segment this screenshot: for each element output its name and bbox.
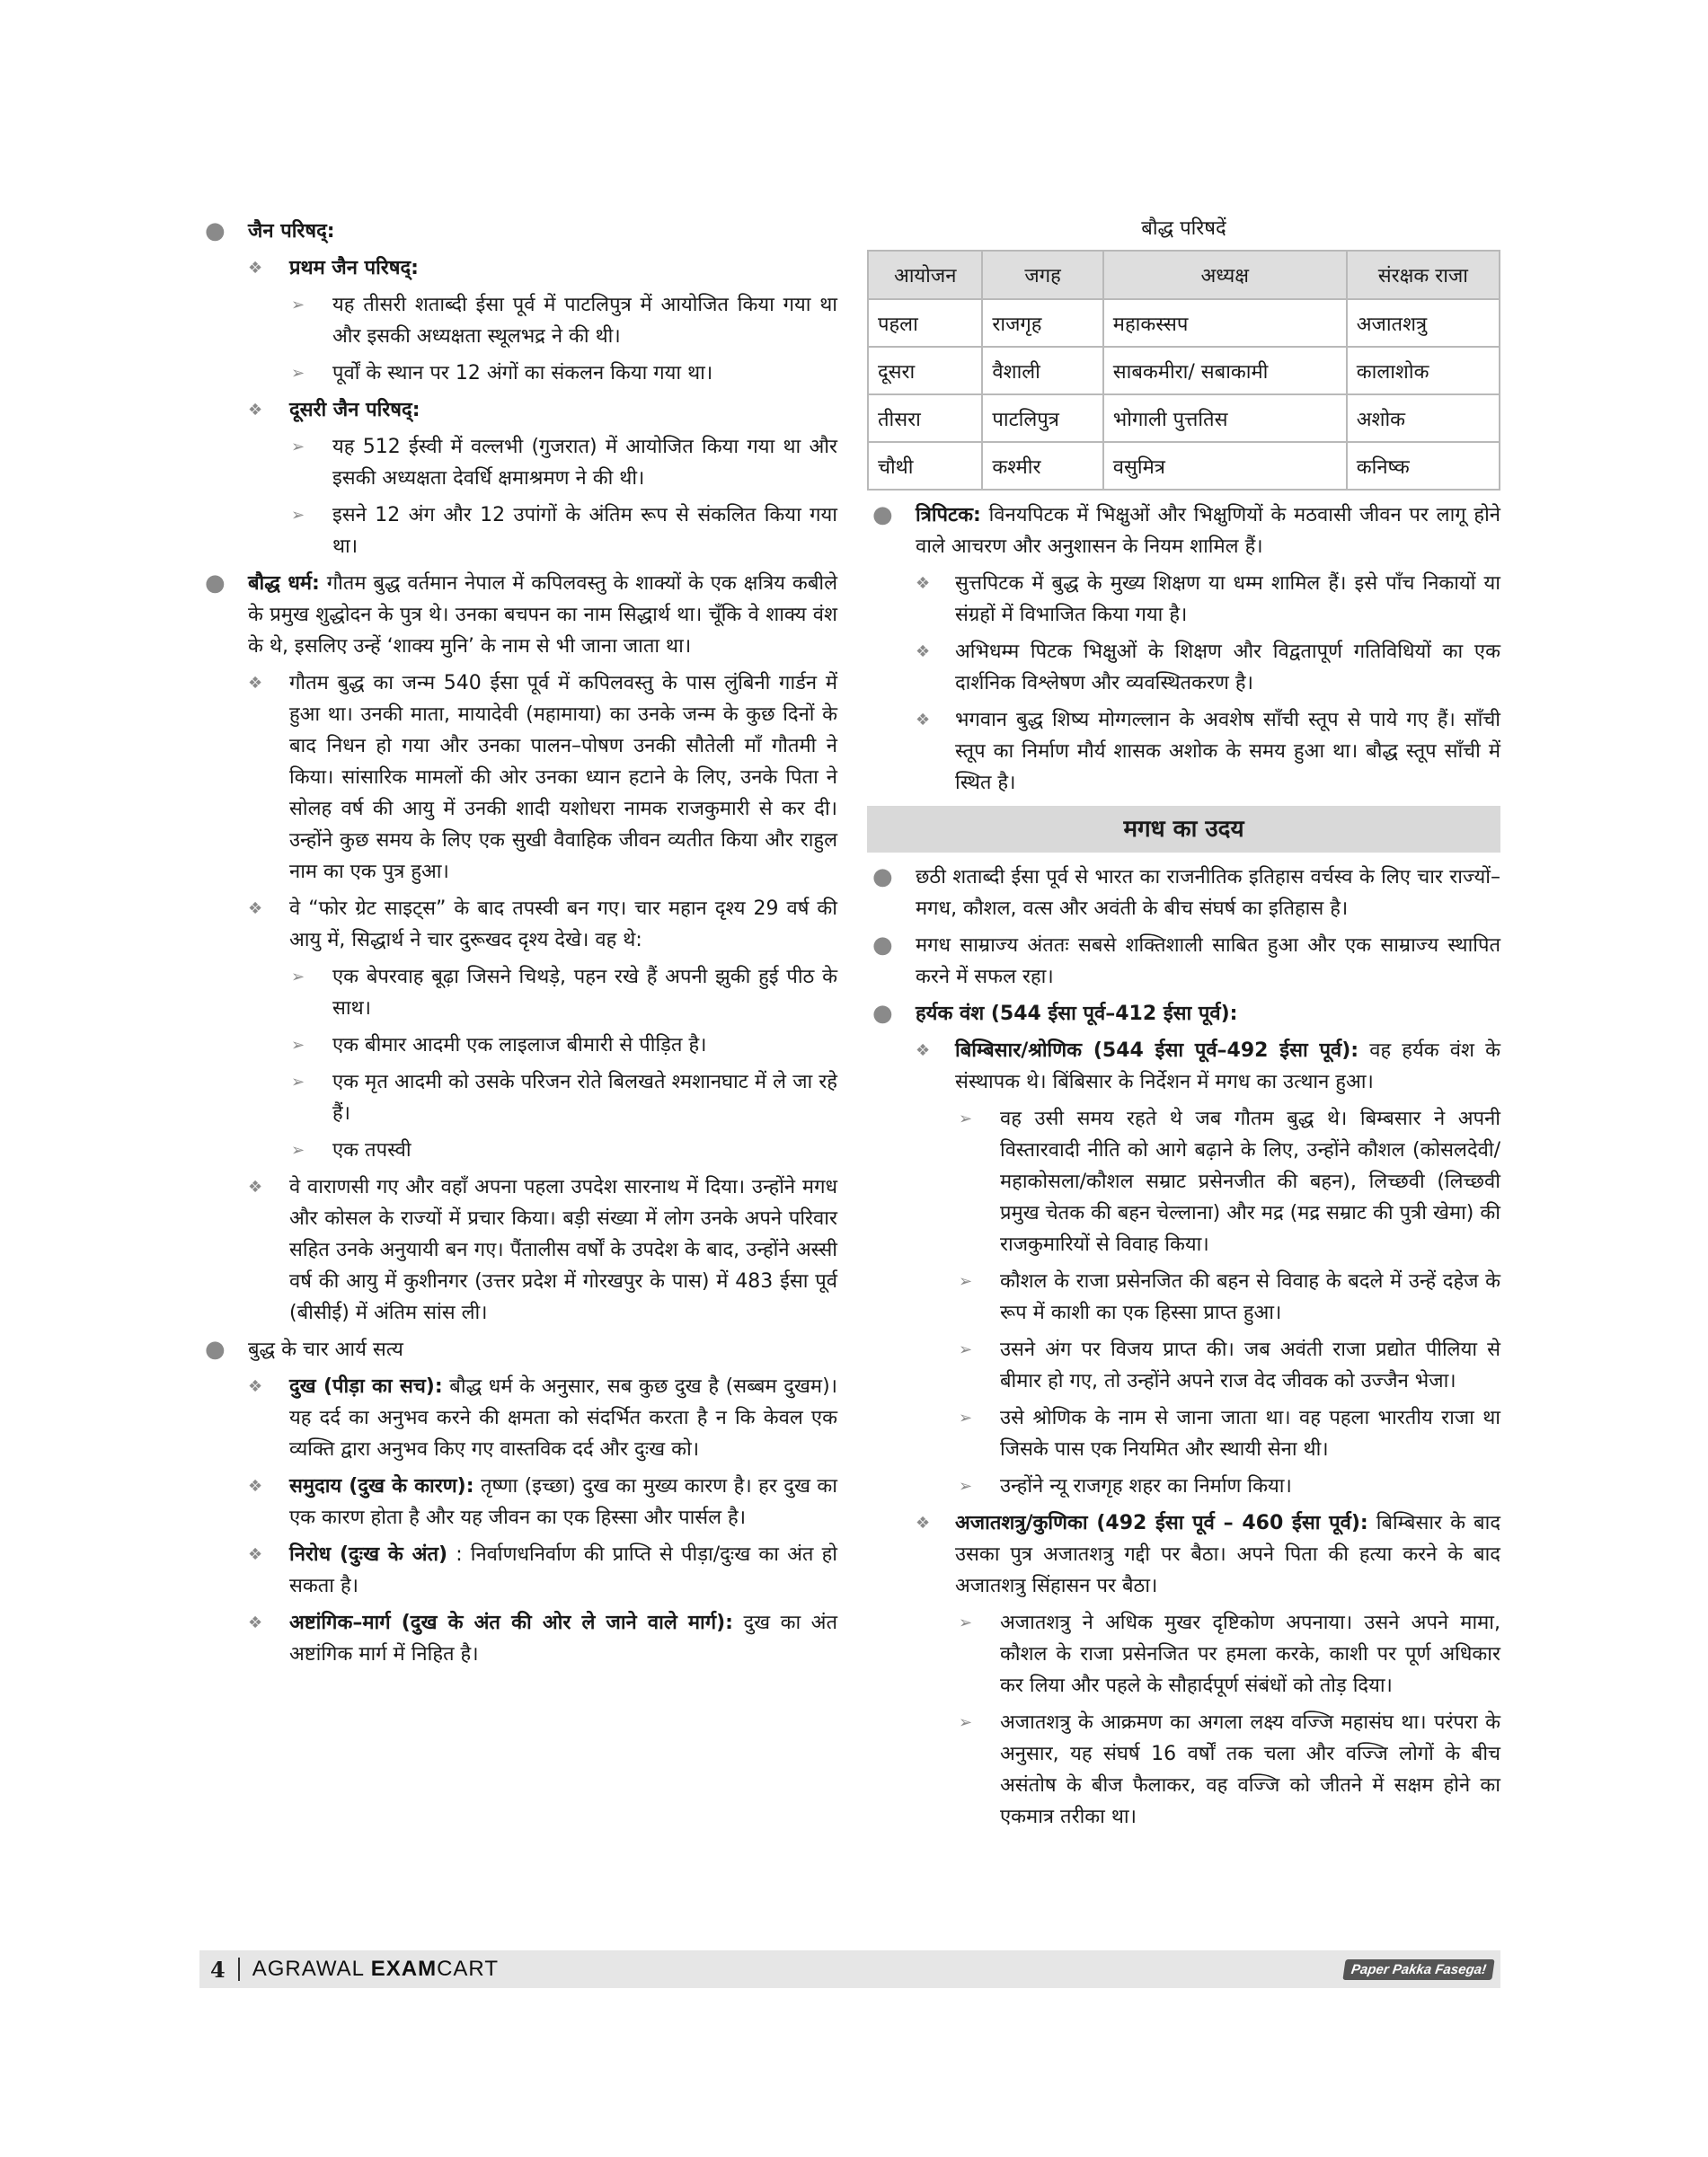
brand-prefix: AGRAWAL bbox=[252, 1957, 371, 1981]
bullet-item bbox=[867, 499, 1500, 562]
arrow-bullet-icon: ➢ bbox=[959, 1713, 973, 1732]
arrow-bullet-icon: ➢ bbox=[959, 1340, 973, 1359]
table-cell: चौथी bbox=[868, 442, 982, 490]
bullet-item bbox=[867, 862, 1500, 924]
bullet-item bbox=[867, 1103, 1500, 1260]
bullet-dot-icon: ● bbox=[872, 1000, 893, 1027]
bullet-text: भगवान बुद्ध शिष्य मोग्गल्लान के अवशेष साँची स्तूप से पाये गए हैं। साँची स्तूप का निर्माण मौर्य शासक अशोक के समय हुआ था। बौद्ध स्तूप साँची में स्थित है। bbox=[955, 709, 1500, 794]
diamond-bullet-icon: ❖ bbox=[248, 1613, 263, 1632]
magadh-list bbox=[867, 862, 1500, 1833]
bullet-bold-text: समुदाय (दुख के कारण): bbox=[289, 1475, 474, 1498]
bullet-text: दुख का अंत अष्टांगिक मार्ग में निहित है। bbox=[289, 1612, 837, 1666]
bullet-item bbox=[867, 1707, 1500, 1833]
table-cell: पहला bbox=[868, 299, 982, 347]
brand-logo bbox=[252, 1957, 499, 1982]
bullet-item bbox=[867, 1334, 1500, 1397]
diamond-bullet-icon: ❖ bbox=[916, 574, 931, 593]
diamond-bullet-icon: ❖ bbox=[248, 1377, 263, 1396]
bullet-text: तृष्णा (इच्छा) दुख का मुख्य कारण है। हर दुख का एक कारण होता है और यह जीवन का एक हिस्सा और पार्सल है। bbox=[289, 1475, 837, 1529]
buddhist-councils-table bbox=[867, 250, 1500, 491]
bullet-item bbox=[867, 1266, 1500, 1329]
bullet-item bbox=[199, 1171, 837, 1329]
bullet-item bbox=[199, 961, 837, 1024]
table-header-row bbox=[868, 251, 1500, 299]
bullet-text: इसने 12 अंग और 12 उपांगों के अंतिम रूप से संकलित किया गया था। bbox=[332, 504, 837, 558]
arrow-bullet-icon: ➢ bbox=[291, 1073, 305, 1092]
arrow-bullet-icon: ➢ bbox=[959, 1109, 973, 1128]
arrow-bullet-icon: ➢ bbox=[291, 1036, 305, 1055]
bullet-text: यह तीसरी शताब्दी ईसा पूर्व में पाटलिपुत्र में आयोजित किया गया था और इसकी अध्यक्षता स्थूलभद्र ने की थी। bbox=[332, 294, 837, 348]
diamond-bullet-icon: ❖ bbox=[916, 1041, 931, 1060]
table-cell: वसुमित्र bbox=[1103, 442, 1347, 490]
bullet-text: पूर्वों के स्थान पर 12 अंगों का संकलन किया गया था। bbox=[332, 362, 713, 385]
bullet-dot-icon: ● bbox=[872, 501, 893, 528]
table-row bbox=[868, 299, 1500, 347]
arrow-bullet-icon: ➢ bbox=[291, 968, 305, 986]
right-column bbox=[867, 216, 1500, 1838]
bullet-bold-text: दूसरी जैन परिषद्: bbox=[289, 399, 420, 421]
table-row bbox=[868, 394, 1500, 442]
diamond-bullet-icon: ❖ bbox=[248, 259, 263, 278]
table-cell: दूसरा bbox=[868, 347, 982, 394]
bullet-text: यह 512 ईस्वी में वल्लभी (गुजरात) में आयोजित किया गया था और इसकी अध्यक्षता देवर्धि क्षमाश्रमण ने की थी। bbox=[332, 436, 837, 490]
bullet-bold-text: त्रिपिटक: bbox=[916, 504, 981, 526]
bullet-item bbox=[867, 704, 1500, 799]
bullet-item bbox=[199, 431, 837, 494]
page-footer bbox=[199, 1950, 1500, 1988]
table-cell: अजातशत्रु bbox=[1347, 299, 1500, 347]
footer-divider bbox=[238, 1958, 240, 1981]
bullet-item bbox=[867, 1035, 1500, 1098]
bullet-text: वह हर्यक वंश के संस्थापक थे। बिंबिसार के निर्देशन में मगध का उत्थान हुआ। bbox=[955, 1039, 1500, 1093]
bullet-text: बुद्ध के चार आर्य सत्य bbox=[248, 1339, 403, 1361]
diamond-bullet-icon: ❖ bbox=[248, 1545, 263, 1564]
bullet-item bbox=[867, 636, 1500, 699]
table-header-cell: आयोजन bbox=[868, 251, 982, 299]
bullet-bold-text: हर्यक वंश (544 ईसा पूर्व–412 ईसा पूर्व): bbox=[916, 1003, 1238, 1025]
bullet-text: बिम्बिसार के बाद उसका पुत्र अजातशत्रु गद्दी पर बैठा। अपने पिता की हत्या करने के बाद अजातशत्रु सिंहासन पर बैठा। bbox=[955, 1512, 1501, 1597]
bullet-item bbox=[867, 1402, 1500, 1465]
table-cell: कालाशोक bbox=[1347, 347, 1500, 394]
bullet-text: उसे श्रोणिक के नाम से जाना जाता था। वह पहला भारतीय राजा था जिसके पास एक नियमित और स्थायी सेना थी। bbox=[1000, 1407, 1500, 1461]
table-cell: राजगृह bbox=[982, 299, 1102, 347]
bullet-text: : निर्वाणधनिर्वाण की प्राप्ति से पीड़ा/दुःख का अंत हो सकता है। bbox=[289, 1543, 837, 1597]
bullet-item bbox=[199, 1334, 837, 1366]
bullet-dot-icon: ● bbox=[872, 932, 893, 959]
bullet-bold-text: प्रथम जैन परिषद्: bbox=[289, 257, 419, 279]
diamond-bullet-icon: ❖ bbox=[248, 401, 263, 420]
arrow-bullet-icon: ➢ bbox=[959, 1272, 973, 1291]
table-cell: तीसरा bbox=[868, 394, 982, 442]
bullet-dot-icon: ● bbox=[205, 1336, 226, 1363]
table-header-cell: संरक्षक राजा bbox=[1347, 251, 1500, 299]
bullet-text: वह उसी समय रहते थे जब गौतम बुद्ध थे। बिम्बसार ने अपनी विस्तारवादी नीति को आगे बढ़ाने के लिए, उन्होंने कौशल (कोसलदेवी/महाकोसला/कौशल सम्राट प्रसेनजीत की बहन), लिच्छवी (लिच्छवी प्रमुख चेतक की बहन चेल्लाना) और मद्र (मद्र सम्राट की पुत्री खेमा) की राजकुमारियों से विवाह किया। bbox=[1000, 1108, 1500, 1256]
arrow-bullet-icon: ➢ bbox=[291, 364, 305, 383]
bullet-bold-text: दुख (पीड़ा का सच): bbox=[289, 1375, 443, 1398]
diamond-bullet-icon: ❖ bbox=[248, 1178, 263, 1197]
diamond-bullet-icon: ❖ bbox=[248, 899, 263, 918]
bullet-bold-text: अजातशत्रु/कुणिका (492 ईसा पूर्व – 460 ईसा पूर्व): bbox=[955, 1512, 1368, 1534]
bullet-bold-text: बौद्ध धर्म: bbox=[248, 572, 320, 595]
bullet-item bbox=[199, 1066, 837, 1129]
bullet-dot-icon: ● bbox=[205, 217, 226, 244]
bullet-bold-text: बिम्बिसार/श्रोणिक (544 ईसा पूर्व–492 ईसा पूर्व): bbox=[955, 1039, 1359, 1062]
bullet-dot-icon: ● bbox=[205, 570, 226, 597]
diamond-bullet-icon: ❖ bbox=[916, 1514, 931, 1533]
table-row bbox=[868, 442, 1500, 490]
table-cell: भोगाली पुत्ततिस bbox=[1103, 394, 1347, 442]
bullet-text: एक बीमार आदमी एक लाइलाज बीमारी से पीड़ित है। bbox=[332, 1034, 707, 1056]
table-header-cell: अध्यक्ष bbox=[1103, 251, 1347, 299]
table-cell: महाकस्सप bbox=[1103, 299, 1347, 347]
bullet-item bbox=[199, 1371, 837, 1465]
bullet-text: विनयपिटक में भिक्षुओं और भिक्षुणियों के मठवासी जीवन पर लागू होने वाले आचरण और अनुशासन के नियम शामिल हैं। bbox=[916, 504, 1500, 558]
bullet-item bbox=[199, 394, 837, 426]
left-column bbox=[199, 216, 837, 1675]
table-cell: वैशाली bbox=[982, 347, 1102, 394]
page-number: 4 bbox=[210, 1956, 226, 1983]
section-heading-magadh: मगध का उदय bbox=[867, 806, 1500, 853]
bullet-item bbox=[199, 893, 837, 956]
bullet-text: छठी शताब्दी ईसा पूर्व से भारत का राजनीतिक इतिहास वर्चस्व के लिए चार राज्यों–मगध, कौशल, वत्स और अवंती के बीच संघर्ष का इतिहास है। bbox=[916, 866, 1500, 920]
bullet-text: बौद्ध धर्म के अनुसार, सब कुछ दुख है (सब्बम दुखम)। यह दर्द का अनुभव करने की क्षमता को संदर्भित करता है न कि केवल एक व्यक्ति द्वारा अनुभव किए गए वास्तविक दर्द और दुःख को। bbox=[289, 1375, 837, 1461]
arrow-bullet-icon: ➢ bbox=[291, 506, 305, 525]
diamond-bullet-icon: ❖ bbox=[916, 642, 931, 661]
bullet-item bbox=[199, 1135, 837, 1166]
diamond-bullet-icon: ❖ bbox=[248, 674, 263, 693]
bullet-text: सुत्तपिटक में बुद्ध के मुख्य शिक्षण या धम्म शामिल हैं। इसे पाँच निकायों या संग्रहों में विभाजित किया गया है। bbox=[955, 572, 1500, 626]
bullet-item bbox=[199, 568, 837, 662]
brand-bold: EXAM bbox=[370, 1957, 438, 1981]
bullet-text: कौशल के राजा प्रसेनजित की बहन से विवाह के बदले में उन्हें दहेज के रूप में काशी का एक हिस्सा प्राप्त हुआ। bbox=[1000, 1270, 1500, 1324]
table-cell: अशोक bbox=[1347, 394, 1500, 442]
table-caption: बौद्ध परिषदें bbox=[1141, 217, 1226, 240]
bullet-text: अभिधम्म पिटक भिक्षुओं के शिक्षण और विद्वतापूर्ण गतिविधियों का एक दार्शनिक विश्लेषण और व्यवस्थितकरण है। bbox=[955, 641, 1500, 694]
bullet-dot-icon: ● bbox=[872, 863, 893, 890]
bullet-item bbox=[199, 1030, 837, 1061]
diamond-bullet-icon: ❖ bbox=[916, 711, 931, 729]
table-cell: कनिष्क bbox=[1347, 442, 1500, 490]
table-cell: पाटलिपुत्र bbox=[982, 394, 1102, 442]
bullet-item bbox=[199, 667, 837, 888]
bullet-item bbox=[199, 499, 837, 562]
bullet-bold-text: जैन परिषद्: bbox=[248, 220, 335, 243]
bullet-text: गौतम बुद्ध का जन्म 540 ईसा पूर्व में कपिलवस्तु के पास लुंबिनी गार्डन में हुआ था। उनकी माता, मायादेवी (महामाया) का उनके जन्म के कुछ दिनों के बाद निधन हो गया और उनका पालन–पोषण उनकी सौतेली माँ गौतमी ने किया। सांसारिक मामलों की ओर उनका ध्यान हटाने के लिए, उनके पिता ने सोलह वर्ष की आयु में उनकी शादी यशोधरा नामक राजकुमारी से कर दी। उन्होंने कुछ समय के लिए एक सुखी वैवाहिक जीवन व्यतीत किया और राहुल नाम का एक पुत्र हुआ। bbox=[289, 672, 837, 883]
bullet-text: एक तपस्वी bbox=[332, 1139, 412, 1162]
bullet-bold-text: निरोध (दुःख के अंत) bbox=[289, 1543, 448, 1566]
bullet-text: एक बेपरवाह बूढ़ा जिसने चिथड़े, पहन रखे हैं अपनी झुकी हुई पीठ के साथ। bbox=[332, 966, 837, 1020]
table-cell: कश्मीर bbox=[982, 442, 1102, 490]
bullet-text: अजातशत्रु ने अधिक मुखर दृष्टिकोण अपनाया। उसने अपने मामा, कौशल के राजा प्रसेनजित पर हमला करके, काशी पर पूर्ण अधिकार कर लिया और पहले के सौहार्दपूर्ण संबंधों को तोड़ दिया। bbox=[1000, 1612, 1500, 1697]
bullet-text: एक मृत आदमी को उसके परिजन रोते बिलखते श्मशानघाट में ले जा रहे हैं। bbox=[332, 1071, 837, 1125]
table-header-cell: जगह bbox=[982, 251, 1102, 299]
arrow-bullet-icon: ➢ bbox=[959, 1477, 973, 1496]
bullet-item bbox=[199, 252, 837, 284]
bullet-item bbox=[867, 1507, 1500, 1602]
bullet-text: वे “फोर ग्रेट साइट्स” के बाद तपस्वी बन गए। चार महान दृश्य 29 वर्ष की आयु में, सिद्धार्थ ने चार दुरूखद दृश्य देखे। वह थे: bbox=[289, 897, 837, 951]
arrow-bullet-icon: ➢ bbox=[291, 296, 305, 314]
brand-suffix: CART bbox=[437, 1957, 499, 1981]
table-cell: साबकमीरा/ सबाकामी bbox=[1103, 347, 1347, 394]
bullet-text: गौतम बुद्ध वर्तमान नेपाल में कपिलवस्तु के शाक्यों के एक क्षत्रिय कबीले के प्रमुख शुद्धोदन के पुत्र थे। उनका बचपन का नाम सिद्धार्थ था। चूँकि वे शाक्य वंश के थे, इसलिए उन्हें ‘शाक्य मुनि’ के नाम से भी जाना जाता था। bbox=[248, 572, 837, 658]
tripitaka-list bbox=[867, 499, 1500, 799]
arrow-bullet-icon: ➢ bbox=[291, 438, 305, 456]
bullet-item bbox=[199, 1607, 837, 1670]
bullet-text: उन्होंने न्यू राजगृह शहर का निर्माण किया। bbox=[1000, 1475, 1292, 1498]
bullet-bold-text: अष्टांगिक–मार्ग (दुख के अंत की ओर ले जाने वाले मार्ग): bbox=[289, 1612, 733, 1634]
bullet-text: अजातशत्रु के आक्रमण का अगला लक्ष्य वज्जि महासंघ था। परंपरा के अनुसार, यह संघर्ष 16 वर्षों तक चला और वज्जि लोगों के बीच असंतोष के बीज फैलाकर, वह वज्जि को जीतने में सक्षम होने का एकमात्र तरीका था। bbox=[1000, 1711, 1500, 1828]
bullet-text: मगध साम्राज्य अंततः सबसे शक्तिशाली साबित हुआ और एक साम्राज्य स्थापित करने में सफल रहा। bbox=[916, 934, 1500, 988]
bullet-item bbox=[867, 930, 1500, 993]
bullet-item bbox=[199, 1471, 837, 1534]
diamond-bullet-icon: ❖ bbox=[248, 1477, 263, 1496]
arrow-bullet-icon: ➢ bbox=[959, 1409, 973, 1428]
bullet-item bbox=[867, 1607, 1500, 1702]
bullet-text: वे वाराणसी गए और वहाँ अपना पहला उपदेश सारनाथ में दिया। उन्होंने मगध और कोसल के राज्यों में प्रचार किया। बड़ी संख्या में लोग उनके अपने परिवार सहित उनके अनुयायी बन गए। पैंतालीस वर्षों के उपदेश के बाद, उन्होंने अस्सी वर्ष की आयु में कुशीनगर (उत्तर प्रदेश में गोरखपुर के पास) में 483 ईसा पूर्व (बीसीई) में अंतिम सांस ली। bbox=[289, 1176, 837, 1324]
bullet-item bbox=[867, 998, 1500, 1030]
bullet-text: उसने अंग पर विजय प्राप्त की। जब अवंती राजा प्रद्योत पीलिया से बीमार हो गए, तो उन्होंने अपने राज वेद जीवक को उज्जैन भेजा। bbox=[1000, 1339, 1500, 1392]
bullet-item bbox=[199, 358, 837, 389]
bullet-item bbox=[199, 216, 837, 247]
bullet-item bbox=[867, 568, 1500, 631]
tagline-badge: Paper Pakka Fasega! bbox=[1342, 1959, 1494, 1980]
bullet-item bbox=[867, 1471, 1500, 1502]
bullet-item bbox=[199, 1539, 837, 1602]
table-row bbox=[868, 347, 1500, 394]
arrow-bullet-icon: ➢ bbox=[291, 1141, 305, 1160]
arrow-bullet-icon: ➢ bbox=[959, 1613, 973, 1632]
bullet-item bbox=[199, 289, 837, 352]
